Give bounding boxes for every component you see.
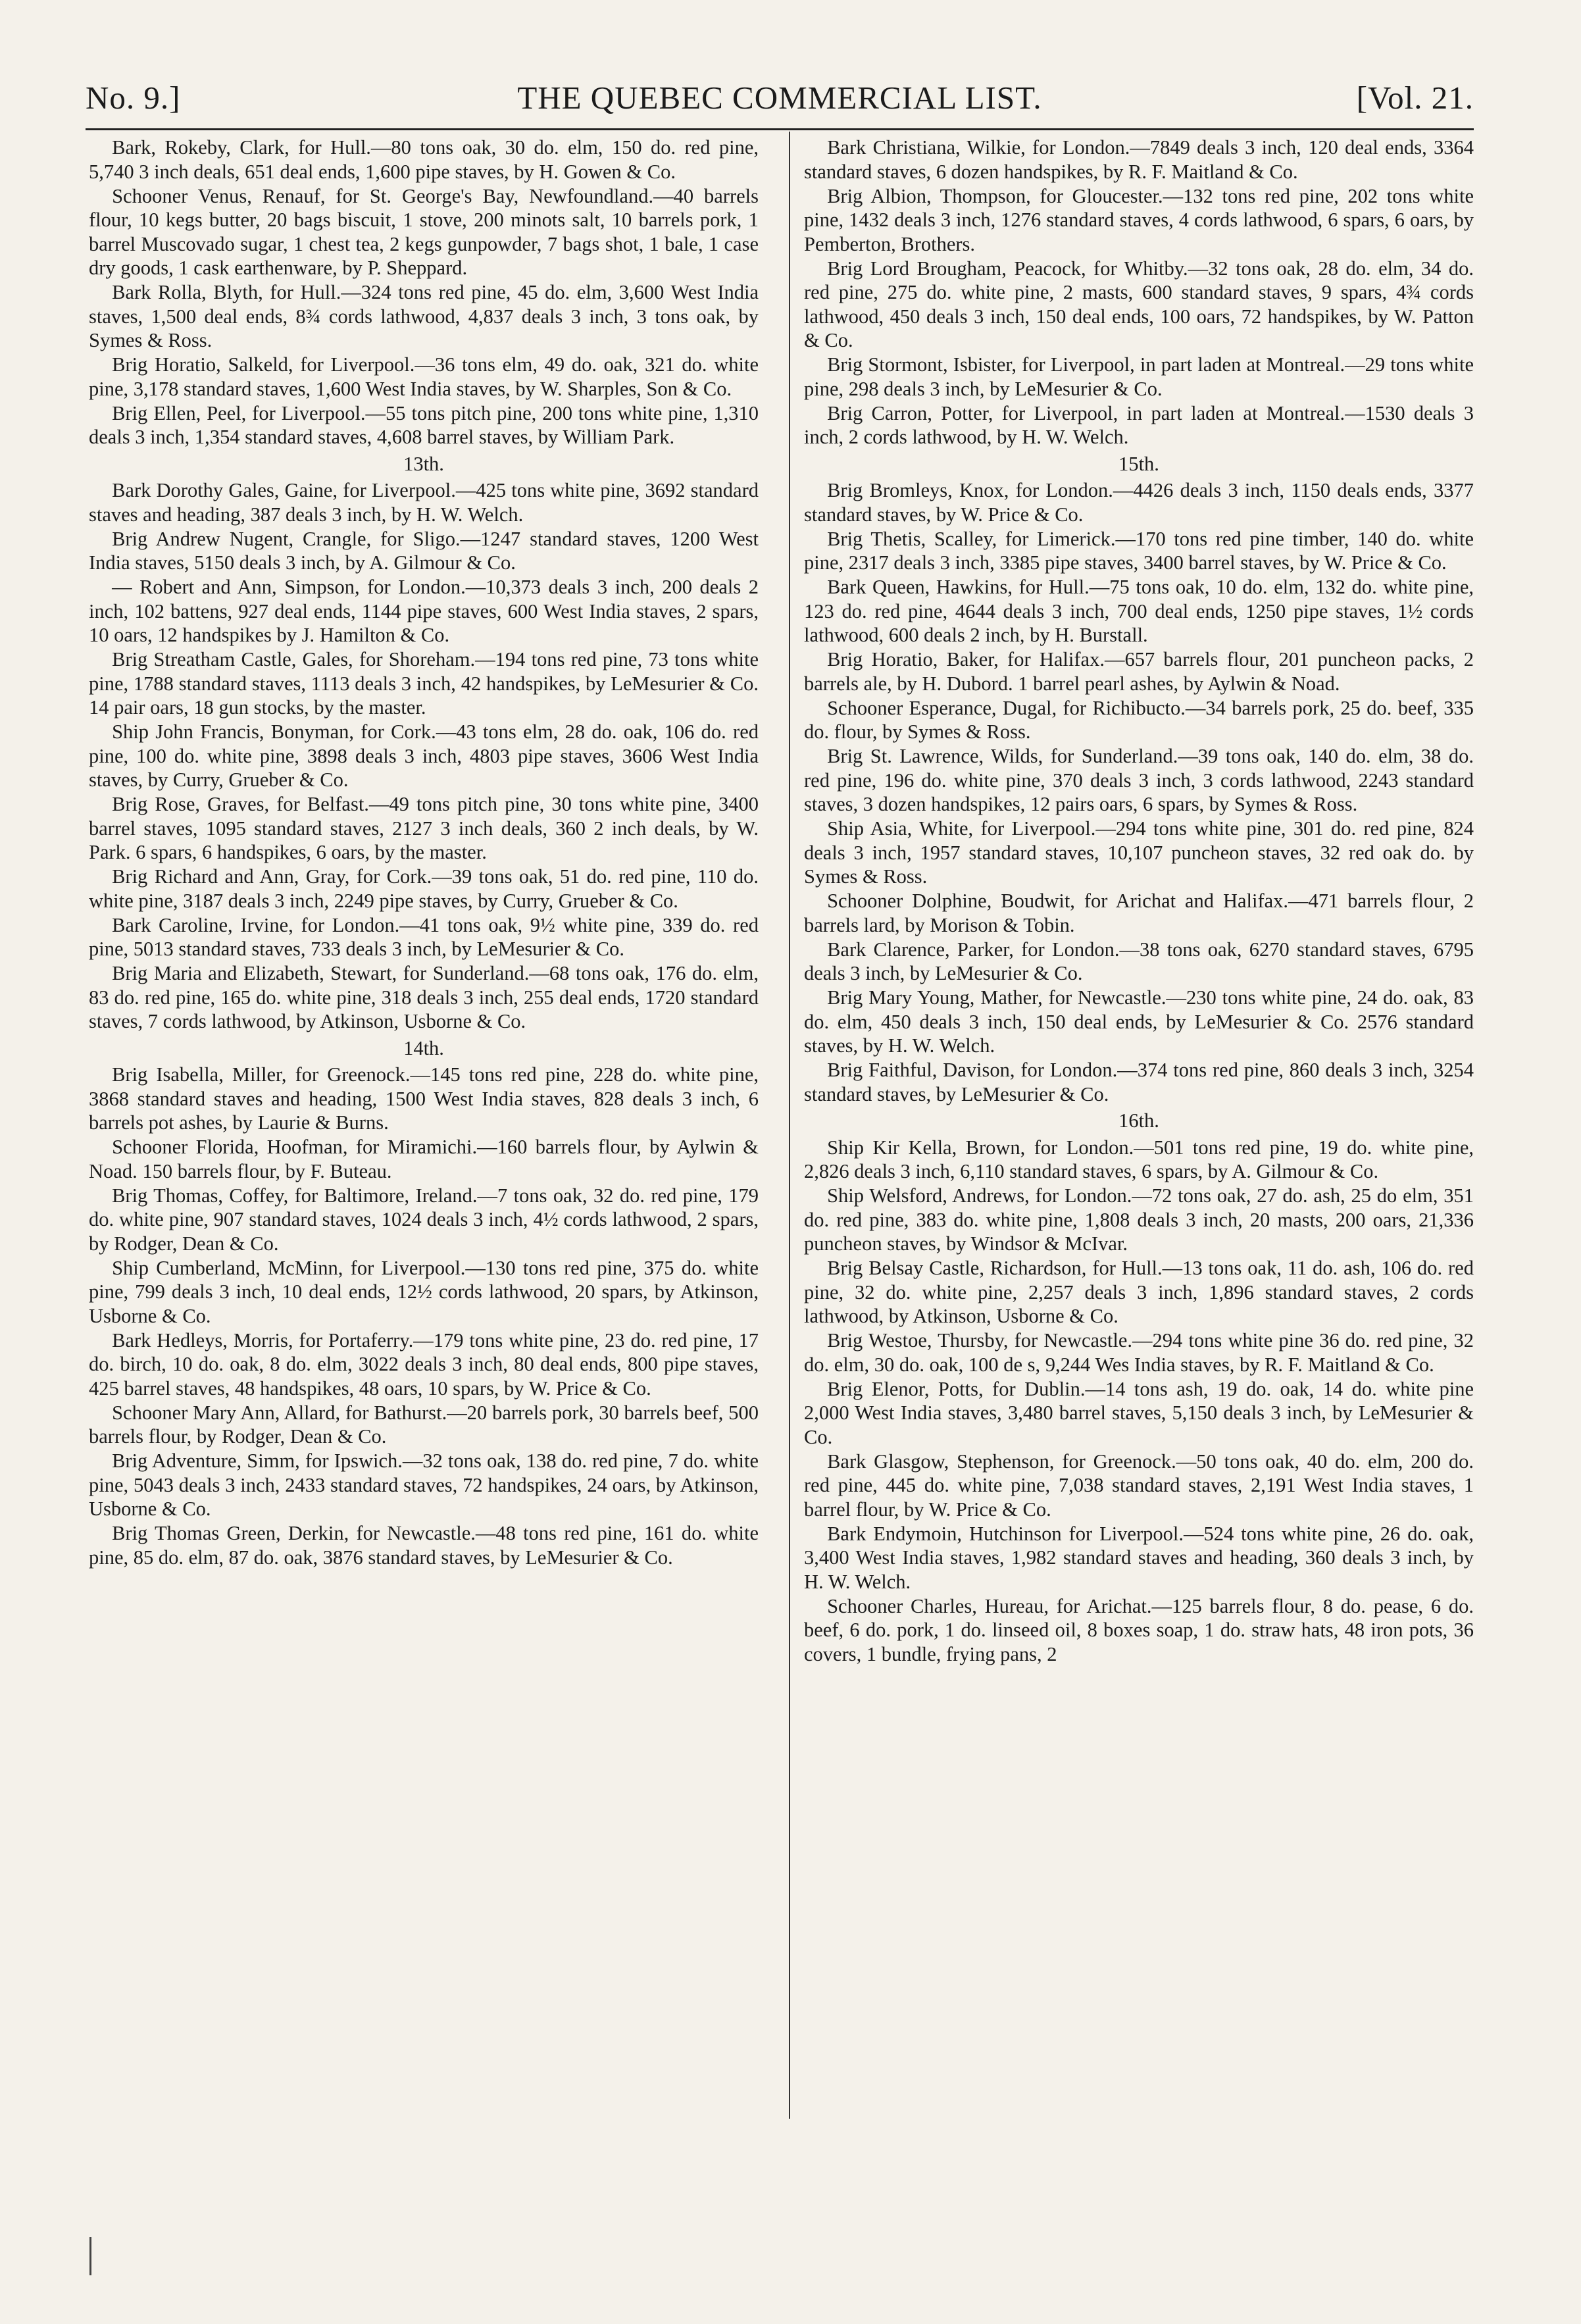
shipment-entry: Brig Streatham Castle, Gales, for Shoreham.—194 tons red pine, 73 tons white pine, 1788 standard staves, 1113 deals 3 inch, 42 handspikes, by LeMesurier & Co. 14 pair oars, 18 gun stocks, by the master. [89,648,759,719]
shipment-entry: Brig Faithful, Davison, for London.—374 tons red pine, 860 deals 3 inch, 3254 standard staves, by LeMesurier & Co. [804,1059,1474,1105]
shipment-entry: Bark Hedleys, Morris, for Portaferry.—179 tons white pine, 23 do. red pine, 17 do. birch, 10 do. oak, 8 do. elm, 3022 deals 3 inch, 80 deal ends, 800 pipe staves, 425 barrel staves, 48 handspikes, 48 oars, 10 spars, by W. Price & Co. [89,1328,759,1400]
shipment-entry: Bark Endymoin, Hutchinson for Liverpool.—524 tons white pine, 26 do. oak, 3,400 West India staves, 1,982 standard staves and heading, 360 deals 3 inch, by H. W. Welch. [804,1522,1474,1593]
issue-number: No. 9.] [86,80,181,116]
date-heading: 16th. [1118,1109,1159,1132]
shipment-entry: Bark Rolla, Blyth, for Hull.—324 tons red pine, 45 do. elm, 3,600 West India staves, 1,500 deal ends, 8¾ cords lathwood, 4,837 deals 3 inch, 3 tons oak, by Symes & Ross. [89,281,759,351]
column-divider [789,132,790,2119]
right-column [804,136,1474,2123]
shipment-entry: Ship Welsford, Andrews, for London.—72 tons oak, 27 do. ash, 25 do elm, 351 do. red pine, 383 do. white pine, 1,808 deals 3 inch, 20 masts, 200 oars, 21,336 puncheon staves, by Windsor & McIvar. [804,1184,1474,1255]
shipment-entry: Brig Ellen, Peel, for Liverpool.—55 tons pitch pine, 200 tons white pine, 1,310 deals 3 inch, 1,354 standard staves, 4,608 barrel staves, by William Park. [89,401,759,448]
shipment-entry: Brig Mary Young, Mather, for Newcastle.—230 tons white pine, 24 do. oak, 83 do. elm, 450 deals 3 inch, 150 deal ends, by LeMesurier & Co. 2576 standard staves, by H. W. Welch. [804,986,1474,1057]
publication-title: THE QUEBEC COMMERCIAL LIST. [517,80,1042,116]
shipment-entry: Schooner Florida, Hoofman, for Miramichi.—160 barrels flour, by Aylwin & Noad. 150 barrels flour, by F. Buteau. [89,1136,759,1182]
date-heading: 14th. [403,1036,444,1059]
shipment-entry: Schooner Esperance, Dugal, for Richibucto.—34 barrels pork, 25 do. beef, 335 do. flour, by Symes & Ross. [804,696,1474,743]
shipment-entry: Ship John Francis, Bonyman, for Cork.—43 tons elm, 28 do. oak, 106 do. red pine, 100 do. white pine, 3898 deals 3 inch, 4803 pipe staves, 3606 West India staves, by Curry, Grueber & Co. [89,720,759,791]
shipment-entry: Brig Westoe, Thursby, for Newcastle.—294 tons white pine 36 do. red pine, 32 do. elm, 30 do. oak, 100 de s, 9,244 Wes India staves, by R. F. Maitland & Co. [804,1329,1474,1376]
shipment-entry: Bark, Rokeby, Clark, for Hull.—80 tons oak, 30 do. elm, 150 do. red pine, 5,740 3 inch deals, 651 deal ends, 1,600 pipe staves, by H. Gowen & Co. [89,136,759,183]
shipment-entry: Brig Bromleys, Knox, for London.—4426 deals 3 inch, 1150 deals ends, 3377 standard staves, by W. Price & Co. [804,479,1474,526]
shipment-entry: Brig Adventure, Simm, for Ipswich.—32 tons oak, 138 do. red pine, 7 do. white pine, 5043 deals 3 inch, 2433 standard staves, 72 handspikes, 24 oars, by Atkinson, Usborne & Co. [89,1450,759,1520]
date-heading: 13th. [403,452,444,475]
shipment-entry: Schooner Charles, Hureau, for Arichat.—125 barrels flour, 8 do. pease, 6 do. beef, 6 do. pork, 1 do. linseed oil, 8 boxes soap, 1 do. straw hats, 48 iron pots, 36 covers, 1 bundle, frying pans, 2 [804,1594,1474,1665]
shipment-entry: Brig Lord Brougham, Peacock, for Whitby.—32 tons oak, 28 do. elm, 34 do. red pine, 275 do. white pine, 2 masts, 600 standard staves, 9 spars, 4¾ cords lathwood, 450 deals 3 inch, 150 deal ends, 100 oars, 72 handspikes, by W. Patton & Co. [804,257,1474,351]
shipment-entry: Bark Clarence, Parker, for London.—38 tons oak, 6270 standard staves, 6795 deals 3 inch, by LeMesurier & Co. [804,938,1474,984]
shipment-entry: Schooner Dolphine, Boudwit, for Arichat and Halifax.—471 barrels flour, 2 barrels lard, by Morison & Tobin. [804,890,1474,936]
shipment-entry: Brig Richard and Ann, Gray, for Cork.—39 tons oak, 51 do. red pine, 110 do. white pine, 3187 deals 3 inch, 2249 pipe staves, by Curry, Grueber & Co. [89,865,759,912]
shipment-entry: Schooner Mary Ann, Allard, for Bathurst.—20 barrels pork, 30 barrels beef, 500 barrels flour, by Rodger, Dean & Co. [89,1401,759,1448]
shipment-entry: Ship Cumberland, McMinn, for Liverpool.—130 tons red pine, 375 do. white pine, 799 deals 3 inch, 10 deal ends, 12½ cords lathwood, 20 spars, by Atkinson, Usborne & Co. [89,1256,759,1327]
shipment-entry: Bark Dorothy Gales, Gaine, for Liverpool.—425 tons white pine, 3692 standard staves and heading, 387 deals 3 inch, by H. W. Welch. [89,479,759,526]
shipment-entry: Brig Carron, Potter, for Liverpool, in part laden at Montreal.—1530 deals 3 inch, 2 cords lathwood, by H. W. Welch. [804,401,1474,448]
shipment-entry: Brig Albion, Thompson, for Gloucester.—132 tons red pine, 202 tons white pine, 1432 deals 3 inch, 1276 standard staves, 4 cords lathwood, 6 spars, 6 oars, by Pemberton, Brothers. [804,184,1474,255]
volume-number: [Vol. 21. [1356,80,1474,116]
page-header [86,79,1474,126]
shipment-entry: Brig St. Lawrence, Wilds, for Sunderland.—39 tons oak, 140 do. elm, 38 do. red pine, 196 do. white pine, 370 deals 3 inch, 3 cords lathwood, 2243 standard staves, 3 dozen handspikes, 12 pairs oars, 6 spars, by Symes & Ross. [804,745,1474,815]
margin-mark [89,2237,91,2275]
shipment-entry: Bark Glasgow, Stephenson, for Greenock.—50 tons oak, 40 do. elm, 200 do. red pine, 445 do. white pine, 7,038 standard staves, 2,191 West India staves, 1 barrel flour, by W. Price & Co. [804,1450,1474,1521]
shipment-entry: Brig Thetis, Scalley, for Limerick.—170 tons red pine timber, 140 do. white pine, 2317 deals 3 inch, 3385 pipe staves, 3400 barrel staves, by W. Price & Co. [804,527,1474,574]
shipment-entry: — Robert and Ann, Simpson, for London.—10,373 deals 3 inch, 200 deals 2 inch, 102 battens, 927 deal ends, 1144 pipe staves, 600 West India staves, 2 spars, 10 oars, 12 handspikes by J. Hamilton & Co. [89,576,759,646]
shipment-entry: Brig Thomas Green, Derkin, for Newcastle.—48 tons red pine, 161 do. white pine, 85 do. elm, 87 do. oak, 3876 standard staves, by LeMesurier & Co. [89,1522,759,1569]
shipment-entry: Ship Asia, White, for Liverpool.—294 tons white pine, 301 do. red pine, 824 deals 3 inch, 1957 standard staves, 10,107 puncheon staves, 32 red oak do. by Symes & Ross. [804,817,1474,888]
shipment-entry: Brig Elenor, Potts, for Dublin.—14 tons ash, 19 do. oak, 14 do. white pine 2,000 West India staves, 3,480 barrel staves, 5,150 deals 3 inch, by LeMesurier & Co. [804,1377,1474,1448]
date-heading: 15th. [1118,452,1159,475]
shipment-entry: Brig Maria and Elizabeth, Stewart, for Sunderland.—68 tons oak, 176 do. elm, 83 do. red pine, 165 do. white pine, 318 deals 3 inch, 255 deal ends, 1720 standard staves, 7 cords lathwood, by Atkinson, Usborne & Co. [89,962,759,1032]
shipment-entry: Bark Queen, Hawkins, for Hull.—75 tons oak, 10 do. elm, 132 do. white pine, 123 do. red pine, 4644 deals 3 inch, 700 deal ends, 1250 pipe staves, 1½ cords lathwood, 600 deals 2 inch, by H. Burstall. [804,576,1474,646]
left-column [89,136,759,2123]
shipment-entry: Bark Caroline, Irvine, for London.—41 tons oak, 9½ white pine, 339 do. red pine, 5013 standard staves, 733 deals 3 inch, by LeMesurier & Co. [89,913,759,960]
shipment-entry: Schooner Venus, Renauf, for St. George's Bay, Newfoundland.—40 barrels flour, 10 kegs butter, 20 bags biscuit, 1 stove, 200 minots salt, 10 barrels pork, 1 barrel Muscovado sugar, 1 chest tea, 2 kegs gunpowder, 7 bags shot, 1 bale, 1 case dry goods, 1 cask earthenware, by P. Sheppard. [89,184,759,279]
shipment-entry: Brig Horatio, Salkeld, for Liverpool.—36 tons elm, 49 do. oak, 321 do. white pine, 3,178 standard staves, 1,600 West India staves, by W. Sharples, Son & Co. [89,353,759,400]
shipment-entry: Brig Belsay Castle, Richardson, for Hull.—13 tons oak, 11 do. ash, 106 do. red pine, 32 do. white pine, 2,257 deals 3 inch, 1,896 standard staves, 2 cords lathwood, by Atkinson, Usborne & Co. [804,1257,1474,1327]
shipment-entry: Brig Andrew Nugent, Crangle, for Sligo.—1247 standard staves, 1200 West India staves, 5150 deals 3 inch, by A. Gilmour & Co. [89,527,759,574]
shipment-entry: Brig Stormont, Isbister, for Liverpool, in part laden at Montreal.—29 tons white pine, 298 deals 3 inch, by LeMesurier & Co. [804,353,1474,400]
header-rule [86,128,1474,130]
shipment-entry: Brig Isabella, Miller, for Greenock.—145 tons red pine, 228 do. white pine, 3868 standard staves and heading, 1500 West India staves, 828 deals 3 inch, 6 barrels pot ashes, by Laurie & Burns. [89,1063,759,1134]
shipment-entry: Brig Horatio, Baker, for Halifax.—657 barrels flour, 201 puncheon packs, 2 barrels ale, by H. Dubord. 1 barrel pearl ashes, by Aylwin & Noad. [804,648,1474,695]
shipment-entry: Ship Kir Kella, Brown, for London.—501 tons red pine, 19 do. white pine, 2,826 deals 3 inch, 6,110 standard staves, 6 spars, by A. Gilmour & Co. [804,1136,1474,1182]
shipment-entry: Brig Rose, Graves, for Belfast.—49 tons pitch pine, 30 tons white pine, 3400 barrel staves, 1095 standard staves, 2127 3 inch deals, 360 2 inch deals, by W. Park. 6 spars, 6 handspikes, 6 oars, by the master. [89,793,759,863]
shipment-entry: Brig Thomas, Coffey, for Baltimore, Ireland.—7 tons oak, 32 do. red pine, 179 do. white pine, 907 standard staves, 1024 deals 3 inch, 4½ cords lathwood, 2 spars, by Rodger, Dean & Co. [89,1184,759,1255]
shipment-entry: Bark Christiana, Wilkie, for London.—7849 deals 3 inch, 120 deal ends, 3364 standard staves, 6 dozen handspikes, by R. F. Maitland & Co. [804,136,1474,183]
